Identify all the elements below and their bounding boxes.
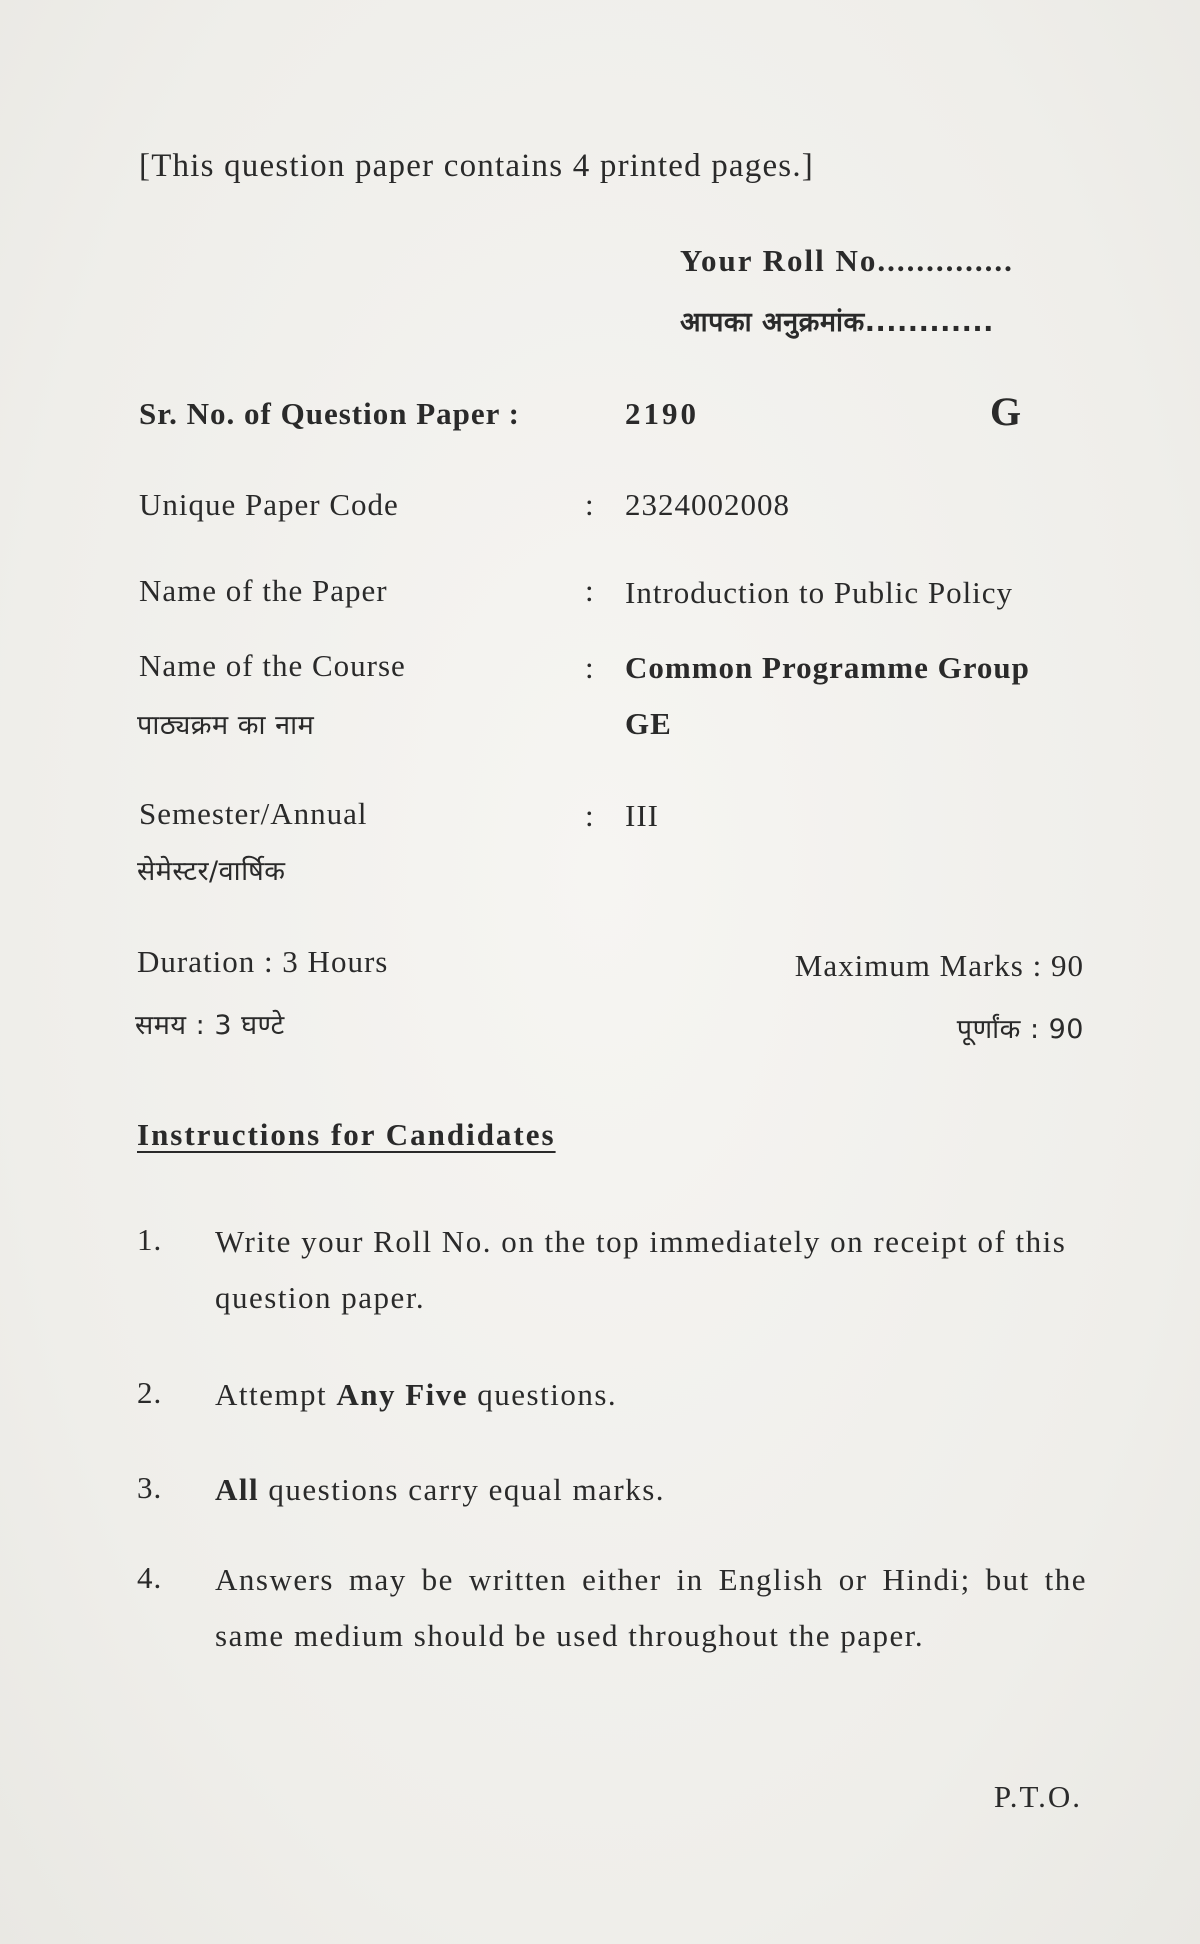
course-name-value-line2: GE <box>625 706 672 741</box>
instruction-number: 1. <box>137 1222 163 1257</box>
instruction-text-emphasis: All <box>215 1472 260 1507</box>
max-marks-label: Maximum Marks : 90 <box>794 948 1084 983</box>
please-turn-over: P.T.O. <box>993 1779 1082 1814</box>
duration-label: Duration : 3 Hours <box>137 944 389 979</box>
serial-number-label: Sr. No. of Question Paper : <box>139 396 520 431</box>
instruction-text: Answers may be written either in English or Hindi; but the same medium should be used throughout the paper. <box>215 1562 1087 1653</box>
paper-name-colon: : <box>585 573 595 608</box>
course-name-label: Name of the Course <box>139 648 406 683</box>
instruction-text-part: questions carry equal marks. <box>259 1472 666 1507</box>
unique-paper-code-value: 2324002008 <box>625 487 790 522</box>
instruction-text-part: Attempt <box>215 1377 337 1412</box>
instruction-text: Write your Roll No. on the top immediately on receipt of this question paper. <box>215 1224 1067 1315</box>
instruction-text-emphasis: Any Five <box>336 1377 469 1412</box>
semester-label: Semester/Annual <box>139 796 368 831</box>
semester-value: III <box>625 798 659 833</box>
course-name-label-hindi: पाठ्यक्रम का नाम <box>137 710 315 741</box>
semester-label-hindi: सेमेस्टर/वार्षिक <box>137 856 286 887</box>
unique-paper-code-label: Unique Paper Code <box>139 487 399 522</box>
instructions-heading: Instructions for Candidates <box>137 1117 556 1152</box>
paper-name-value: Introduction to Public Policy <box>625 575 1014 610</box>
instruction-number: 4. <box>137 1560 163 1595</box>
duration-label-hindi: समय : 3 घण्टे <box>135 1010 285 1041</box>
instruction-text <box>215 1462 1087 1518</box>
max-marks-label-hindi: पूर्णांक : 90 <box>956 1014 1084 1045</box>
instruction-text-part: questions. <box>468 1377 618 1412</box>
paper-name-label: Name of the Paper <box>139 573 388 608</box>
set-letter: G <box>990 389 1022 434</box>
course-name-colon: : <box>585 650 595 685</box>
instruction-text <box>215 1367 1087 1423</box>
instruction-number: 3. <box>137 1470 163 1505</box>
roll-number-label-hindi: आपका अनुक्रमांक............ <box>680 307 994 338</box>
course-name-value: Common Programme Group <box>625 650 1030 685</box>
instruction-number: 2. <box>137 1375 163 1410</box>
roll-number-label: Your Roll No.............. <box>680 243 1014 278</box>
serial-number-value: 2190 <box>625 396 699 431</box>
page-count-note: [This question paper contains 4 printed pages.] <box>139 148 814 184</box>
unique-paper-code-colon: : <box>585 487 595 522</box>
semester-colon: : <box>585 798 595 833</box>
